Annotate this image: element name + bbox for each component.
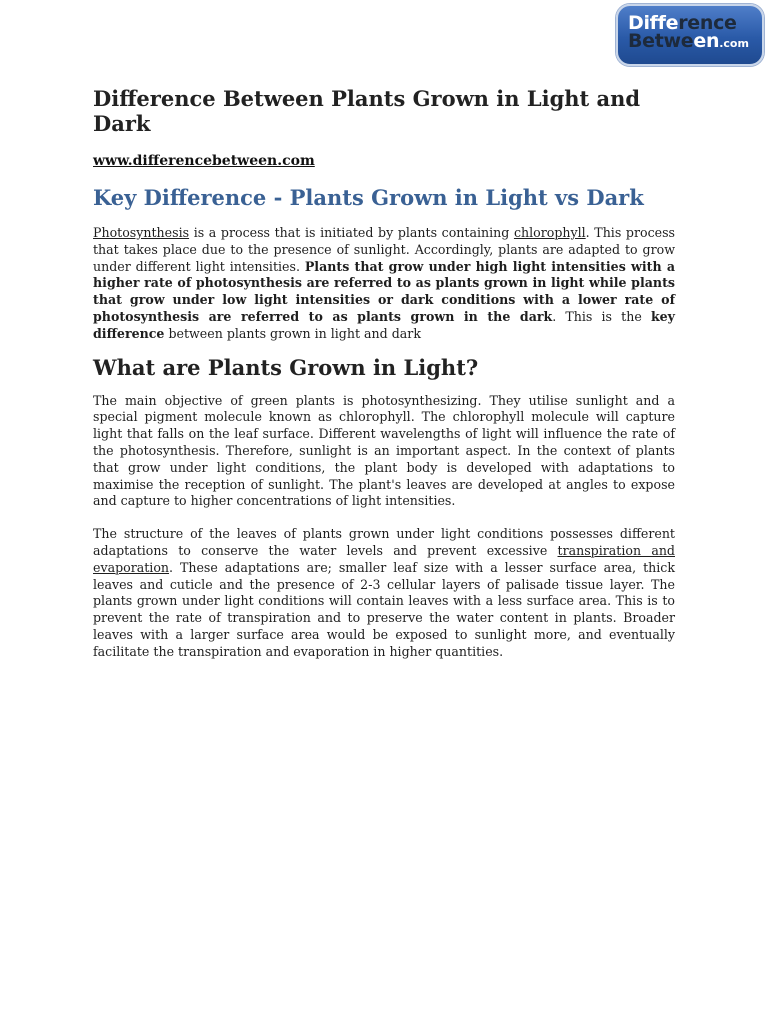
key-difference-heading: Key Difference - Plants Grown in Light vs Dark: [93, 185, 644, 210]
intro-paragraph: Photosynthesis is a process that is initiated by plants containing chlorophyll. This process that takes place due to the presence of sunlight. Accordingly, plants are adapted to grow under different light intensities. Plants that grow under high light intensities with a higher rate of photosynthesis are referred to as plants grown in light while plants that grow under low light intensities or dark conditions with a lower rate of photosynthesis are referred to as plants grown in the dark. This is the key difference between plants grown in light and dark: [93, 225, 675, 341]
body-paragraph-1: The main objective of green plants is photosynthesizing. They utilise sunlight and a special pigment molecule known as chlorophyll. The chlorophyll molecule will capture light that falls on the leaf surface. Different wavelengths of light will influence the rate of the photosynthesis. Therefore, sunlight is an important aspect. In the context of plants that grow under light conditions, the plant body is developed with adaptations to maximise the reception of sunlight. The plant's leaves are developed at angles to expose and capture to higher concentrations of light intensities.: [93, 392, 675, 509]
site-logo[interactable]: [616, 4, 764, 66]
transpiration-link[interactable]: transpiration and evaporation: [93, 542, 675, 575]
chlorophyll-link[interactable]: chlorophyll: [513, 225, 586, 240]
key-difference-term: key difference: [93, 308, 675, 341]
logo-line-1: Difference: [628, 12, 737, 34]
photosynthesis-link[interactable]: Photosynthesis: [93, 225, 190, 240]
body-paragraph-2: The structure of the leaves of plants grown under light conditions possesses different adaptations to conserve the water levels and prevent excessive transpiration and evaporation. These adaptations are; smaller leaf size with a lesser surface area, thick leaves and cuticle and the presence of 2-3 cellular layers of palisade tissue layer. The plants grown under light conditions will contain leaves with a less surface area. This is to prevent the rate of transpiration and to preserve the water content in plants. Broader leaves with a larger surface area would be exposed to sunlight more, and eventually facilitate the transpiration and evaporation in higher quantities.: [93, 526, 675, 659]
page-title: Difference Between Plants Grown in Light and Dark: [93, 86, 641, 136]
section-heading-light: What are Plants Grown in Light?: [93, 354, 479, 380]
article: [93, 86, 675, 661]
key-definition: Plants that grow under high light intensities with a higher rate of photosynthesis are referred to as plants grown in light while plants that grow under low light intensities or dark conditions with a lower rate of photosynthesis are referred to as plants grown in the dark: [93, 258, 675, 324]
logo-line-2: Between.com: [628, 30, 749, 52]
site-link[interactable]: www.differencebetween.com: [93, 153, 315, 169]
